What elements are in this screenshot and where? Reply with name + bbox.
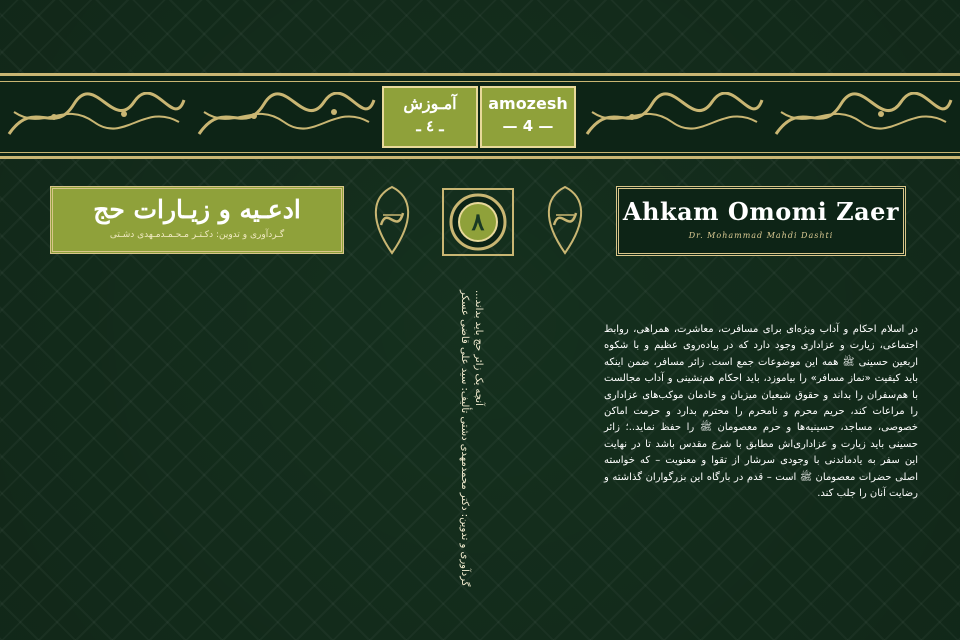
spine-number-fa: ـ ٤ ـ: [416, 117, 444, 135]
spine-band: [0, 73, 960, 159]
volume-number: ۸: [471, 207, 485, 236]
spine-title-en: amozesh: [488, 94, 568, 113]
band-frame: [0, 81, 960, 153]
spine-title-fa: آمـوزش: [403, 94, 457, 113]
spine-label-persian: [382, 86, 478, 148]
english-title-plaque: [616, 186, 906, 256]
persian-title: ادعـیه و زیـارات حج: [93, 195, 301, 224]
english-title: Ahkam Omomi Zaer: [622, 197, 900, 226]
english-subtitle: Dr. Mohammad Mahdi Dashti: [688, 231, 834, 240]
calligraphy-emblem-left: [367, 185, 417, 255]
spine-text-line-1: آنچه یک زائر حج باید بداند...: [473, 290, 484, 406]
calligraphy-emblem-right: [540, 185, 590, 255]
persian-title-plaque: [50, 186, 344, 254]
spine-text-line-2: گردآوری و تدوین: دکتر محمدمهدی دشتی تألیف: سید علی قاضی عسکر: [459, 290, 470, 587]
volume-medallion: [440, 186, 516, 258]
spine-number-en: — 4 —: [502, 117, 554, 135]
calligraphy-panel-2: [194, 92, 379, 142]
calligraphy-panel-4: [771, 92, 956, 142]
calligraphy-panel-1: [4, 92, 189, 142]
calligraphy-panel-3: [582, 92, 767, 142]
description-text: در اسلام احکام و آداب ویژه‌ای برای مسافرت، معاشرت، همراهی، روابط اجتماعی، زیارت و عزاداری وجود دارد که در پیاده‌روی عظیم و با شکوه اربعین حسینی ﷺ همه این موضوعات جمع است. زائر مسافر، ضمن اینکه باید کیفیت «نماز مسافر» را بیاموزد، باید احکام هم‌نشینی و آداب مجالست با هم‌سفران را بداند و حقوق شیعیان میزبان و خادمان موکب‌های عزاداری را مراعات کند، حریم محرم و نامحرم را محترم بدارد و حرمت اماکن خصوصی، مساجد، حسینیه‌ها و حرم معصومان ﷺ را حفظ نماید..؛ زائر حسینی باید زیارت و عزاداری‌اش مطابق با شرع مقدس باشد تا در نهایت این سفر به یادماندنی با وجودی سرشار از تقوا و معنویت – که خواسته اصلی حضرات معصومان ﷺ است – قدم در بارگاه این بزرگواران گذاشته و رضایت آنان را جلب کند.: [604, 324, 918, 500]
spine-label-english: [480, 86, 576, 148]
persian-subtitle: گـردآوری و تدوین: دکـتـر مـحـمـدمـهدی دشـتی: [109, 230, 285, 240]
